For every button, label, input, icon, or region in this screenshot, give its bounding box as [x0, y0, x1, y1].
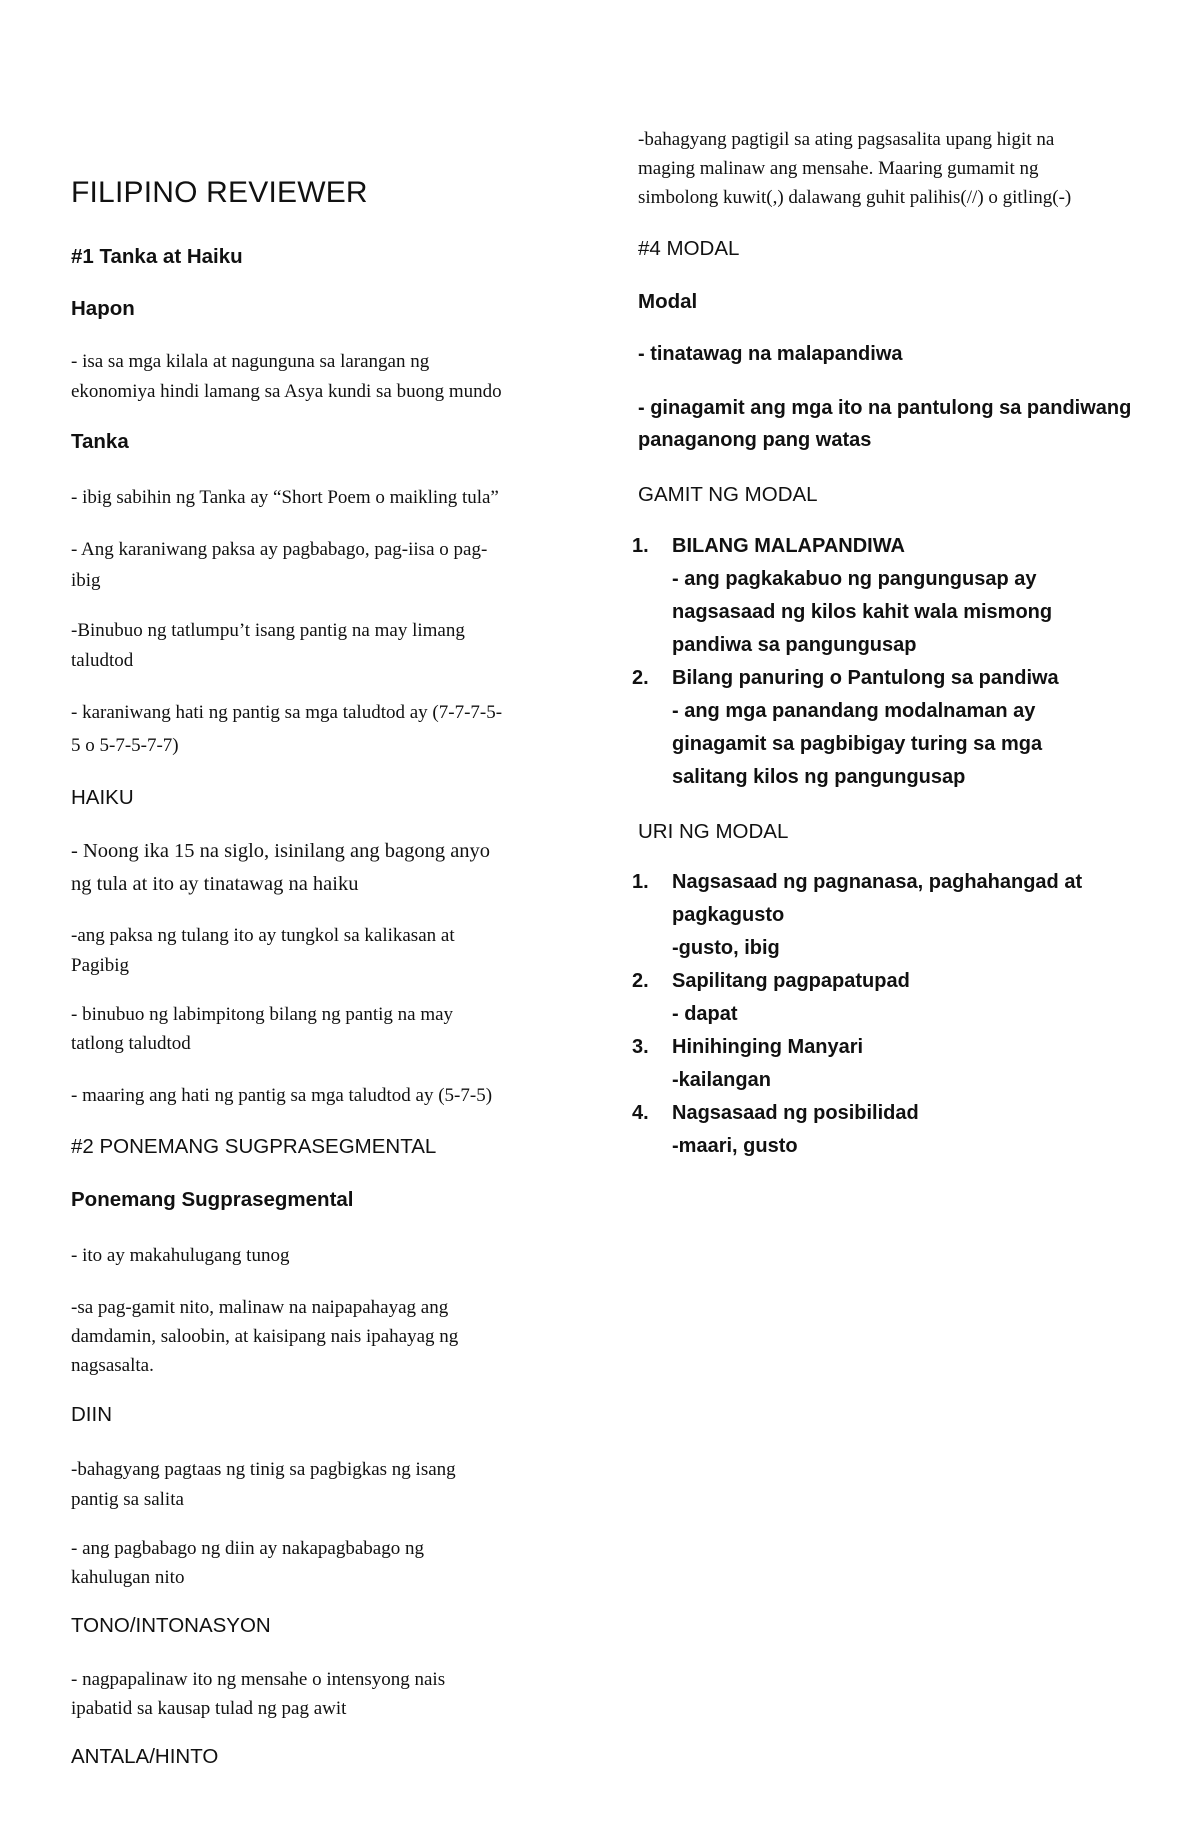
gamit-list-item-1	[600, 530, 1059, 662]
tanka-paragraph-2-line-2: ibig	[71, 570, 101, 591]
diin-heading: DIIN	[71, 1403, 112, 1426]
modal-paragraph-2-line-1: - ginagamit ang mga ito na pantulong sa pandiwang	[638, 397, 1132, 419]
list-number: 3.	[632, 1036, 649, 1058]
list-item-line: BILANG MALAPANDIWA	[672, 535, 905, 557]
list-item-line: ginagamit sa pagbibigay turing sa mga	[672, 733, 1043, 755]
diin-paragraph-1-line-1: -bahagyang pagtaas ng tinig sa pagbigkas ng isang	[71, 1459, 456, 1480]
tanka-paragraph-2-line-1: - Ang karaniwang paksa ay pagbabago, pag-iisa o pag-	[71, 539, 488, 560]
ponema-heading: Ponemang Sugprasegmental	[71, 1188, 354, 1211]
section-4-heading: #4 MODAL	[638, 237, 740, 260]
diin-paragraph-2-line-2: kahulugan nito	[71, 1567, 185, 1588]
list-item-line: Nagsasaad ng pagnanasa, paghahangad at	[672, 871, 1083, 893]
haiku-paragraph-1-line-2: ng tula at ito ay tinatawag na haiku	[71, 873, 359, 895]
gamit-heading: GAMIT NG MODAL	[638, 483, 818, 506]
list-item-line: - ang mga panandang modalnaman ay	[672, 700, 1036, 722]
page-title: FILIPINO REVIEWER	[71, 176, 368, 209]
list-number: 2.	[632, 970, 649, 992]
list-item-line: - dapat	[672, 1003, 738, 1025]
modal-paragraph-2-line-2: panaganong pang watas	[638, 429, 872, 451]
list-item-line: Nagsasaad ng posibilidad	[672, 1102, 919, 1124]
list-item-line: -maari, gusto	[672, 1135, 798, 1157]
haiku-paragraph-3-line-2: tatlong taludtod	[71, 1033, 191, 1054]
diin-paragraph-2-line-1: - ang pagbabago ng diin ay nakapagbabago ng	[71, 1538, 424, 1559]
list-item-line: Bilang panuring o Pantulong sa pandiwa	[672, 667, 1059, 689]
tanka-paragraph-4-line-1: - karaniwang hati ng pantig sa mga taludtod ay (7-7-7-5-	[71, 702, 503, 723]
list-item-line: Hinihinging Manyari	[672, 1036, 864, 1058]
antala-paragraph-line-1: -bahagyang pagtigil sa ating pagsasalita upang higit na	[638, 129, 1055, 150]
list-item-line: pandiwa sa pangungusap	[672, 634, 917, 656]
uri-heading: URI NG MODAL	[638, 820, 789, 843]
ponema-paragraph-1: - ito ay makahulugang tunog	[71, 1245, 290, 1266]
list-number: 1.	[632, 871, 649, 893]
tanka-paragraph-3-line-1: -Binubuo ng tatlumpu’t isang pantig na may limang	[71, 620, 465, 641]
list-item-line: Sapilitang pagpapatupad	[672, 970, 910, 992]
uri-list-item-4	[600, 1097, 1082, 1163]
diin-paragraph-1-line-2: pantig sa salita	[71, 1489, 184, 1510]
uri-list	[600, 866, 1082, 1163]
tanka-heading: Tanka	[71, 430, 129, 453]
antala-paragraph-line-3: simbolong kuwit(,) dalawang guhit palihis(//) o gitling(-)	[638, 187, 1072, 208]
tono-heading: TONO/INTONASYON	[71, 1614, 271, 1637]
ponema-paragraph-2-line-2: damdamin, saloobin, at kaisipang nais ipahayag ng	[71, 1326, 459, 1347]
haiku-paragraph-3-line-1: - binubuo ng labimpitong bilang ng pantig na may	[71, 1004, 454, 1025]
haiku-heading: HAIKU	[71, 786, 134, 809]
antala-paragraph-line-2: maging malinaw ang mensahe. Maaring gumamit ng	[638, 158, 1039, 179]
haiku-paragraph-2-line-2: Pagibig	[71, 955, 130, 976]
tanka-paragraph-4-line-2: 5 o 5-7-5-7-7)	[71, 735, 179, 756]
tono-paragraph-line-2: ipabatid sa kausap tulad ng pag awit	[71, 1698, 347, 1719]
tono-paragraph-line-1: - nagpapalinaw ito ng mensahe o intensyong nais	[71, 1669, 446, 1690]
list-item-line: salitang kilos ng pangungusap	[672, 766, 966, 788]
haiku-paragraph-1-line-1: - Noong ika 15 na siglo, isinilang ang bagong anyo	[71, 840, 491, 862]
list-number: 1.	[632, 535, 649, 557]
haiku-paragraph-4: - maaring ang hati ng pantig sa mga taludtod ay (5-7-5)	[71, 1085, 493, 1106]
hapon-paragraph-line-2: ekonomiya hindi lamang sa Asya kundi sa buong mundo	[71, 381, 502, 402]
uri-list-item-3	[600, 1031, 1082, 1097]
list-item-line: -kailangan	[672, 1069, 771, 1091]
tanka-paragraph-3-line-2: taludtod	[71, 650, 134, 671]
ponema-paragraph-2-line-3: nagsasalta.	[71, 1355, 154, 1376]
gamit-list	[600, 530, 1059, 794]
list-item-line: -gusto, ibig	[672, 937, 780, 959]
hapon-heading: Hapon	[71, 297, 135, 320]
gamit-list-item-2	[600, 662, 1059, 794]
list-number: 2.	[632, 667, 649, 689]
haiku-paragraph-2-line-1: -ang paksa ng tulang ito ay tungkol sa kalikasan at	[71, 925, 455, 946]
ponema-paragraph-2-line-1: -sa pag-gamit nito, malinaw na naipapahayag ang	[71, 1297, 449, 1318]
uri-list-item-1	[600, 866, 1082, 965]
section-1-heading: #1 Tanka at Haiku	[71, 245, 243, 268]
list-number: 4.	[632, 1102, 649, 1124]
list-item-line: - ang pagkakabuo ng pangungusap ay	[672, 568, 1037, 590]
uri-list-item-2	[600, 965, 1082, 1031]
list-item-line: nagsasaad ng kilos kahit wala mismong	[672, 601, 1053, 623]
modal-paragraph-1: - tinatawag na malapandiwa	[638, 343, 903, 365]
tanka-paragraph-1: - ibig sabihin ng Tanka ay “Short Poem o maikling tula”	[71, 487, 499, 508]
section-2-heading: #2 PONEMANG SUGPRASEGMENTAL	[71, 1135, 437, 1158]
hapon-paragraph-line-1: - isa sa mga kilala at nagunguna sa larangan ng	[71, 351, 430, 372]
modal-heading: Modal	[638, 290, 698, 313]
list-item-line: pagkagusto	[672, 904, 785, 926]
antala-heading: ANTALA/HINTO	[71, 1745, 219, 1768]
